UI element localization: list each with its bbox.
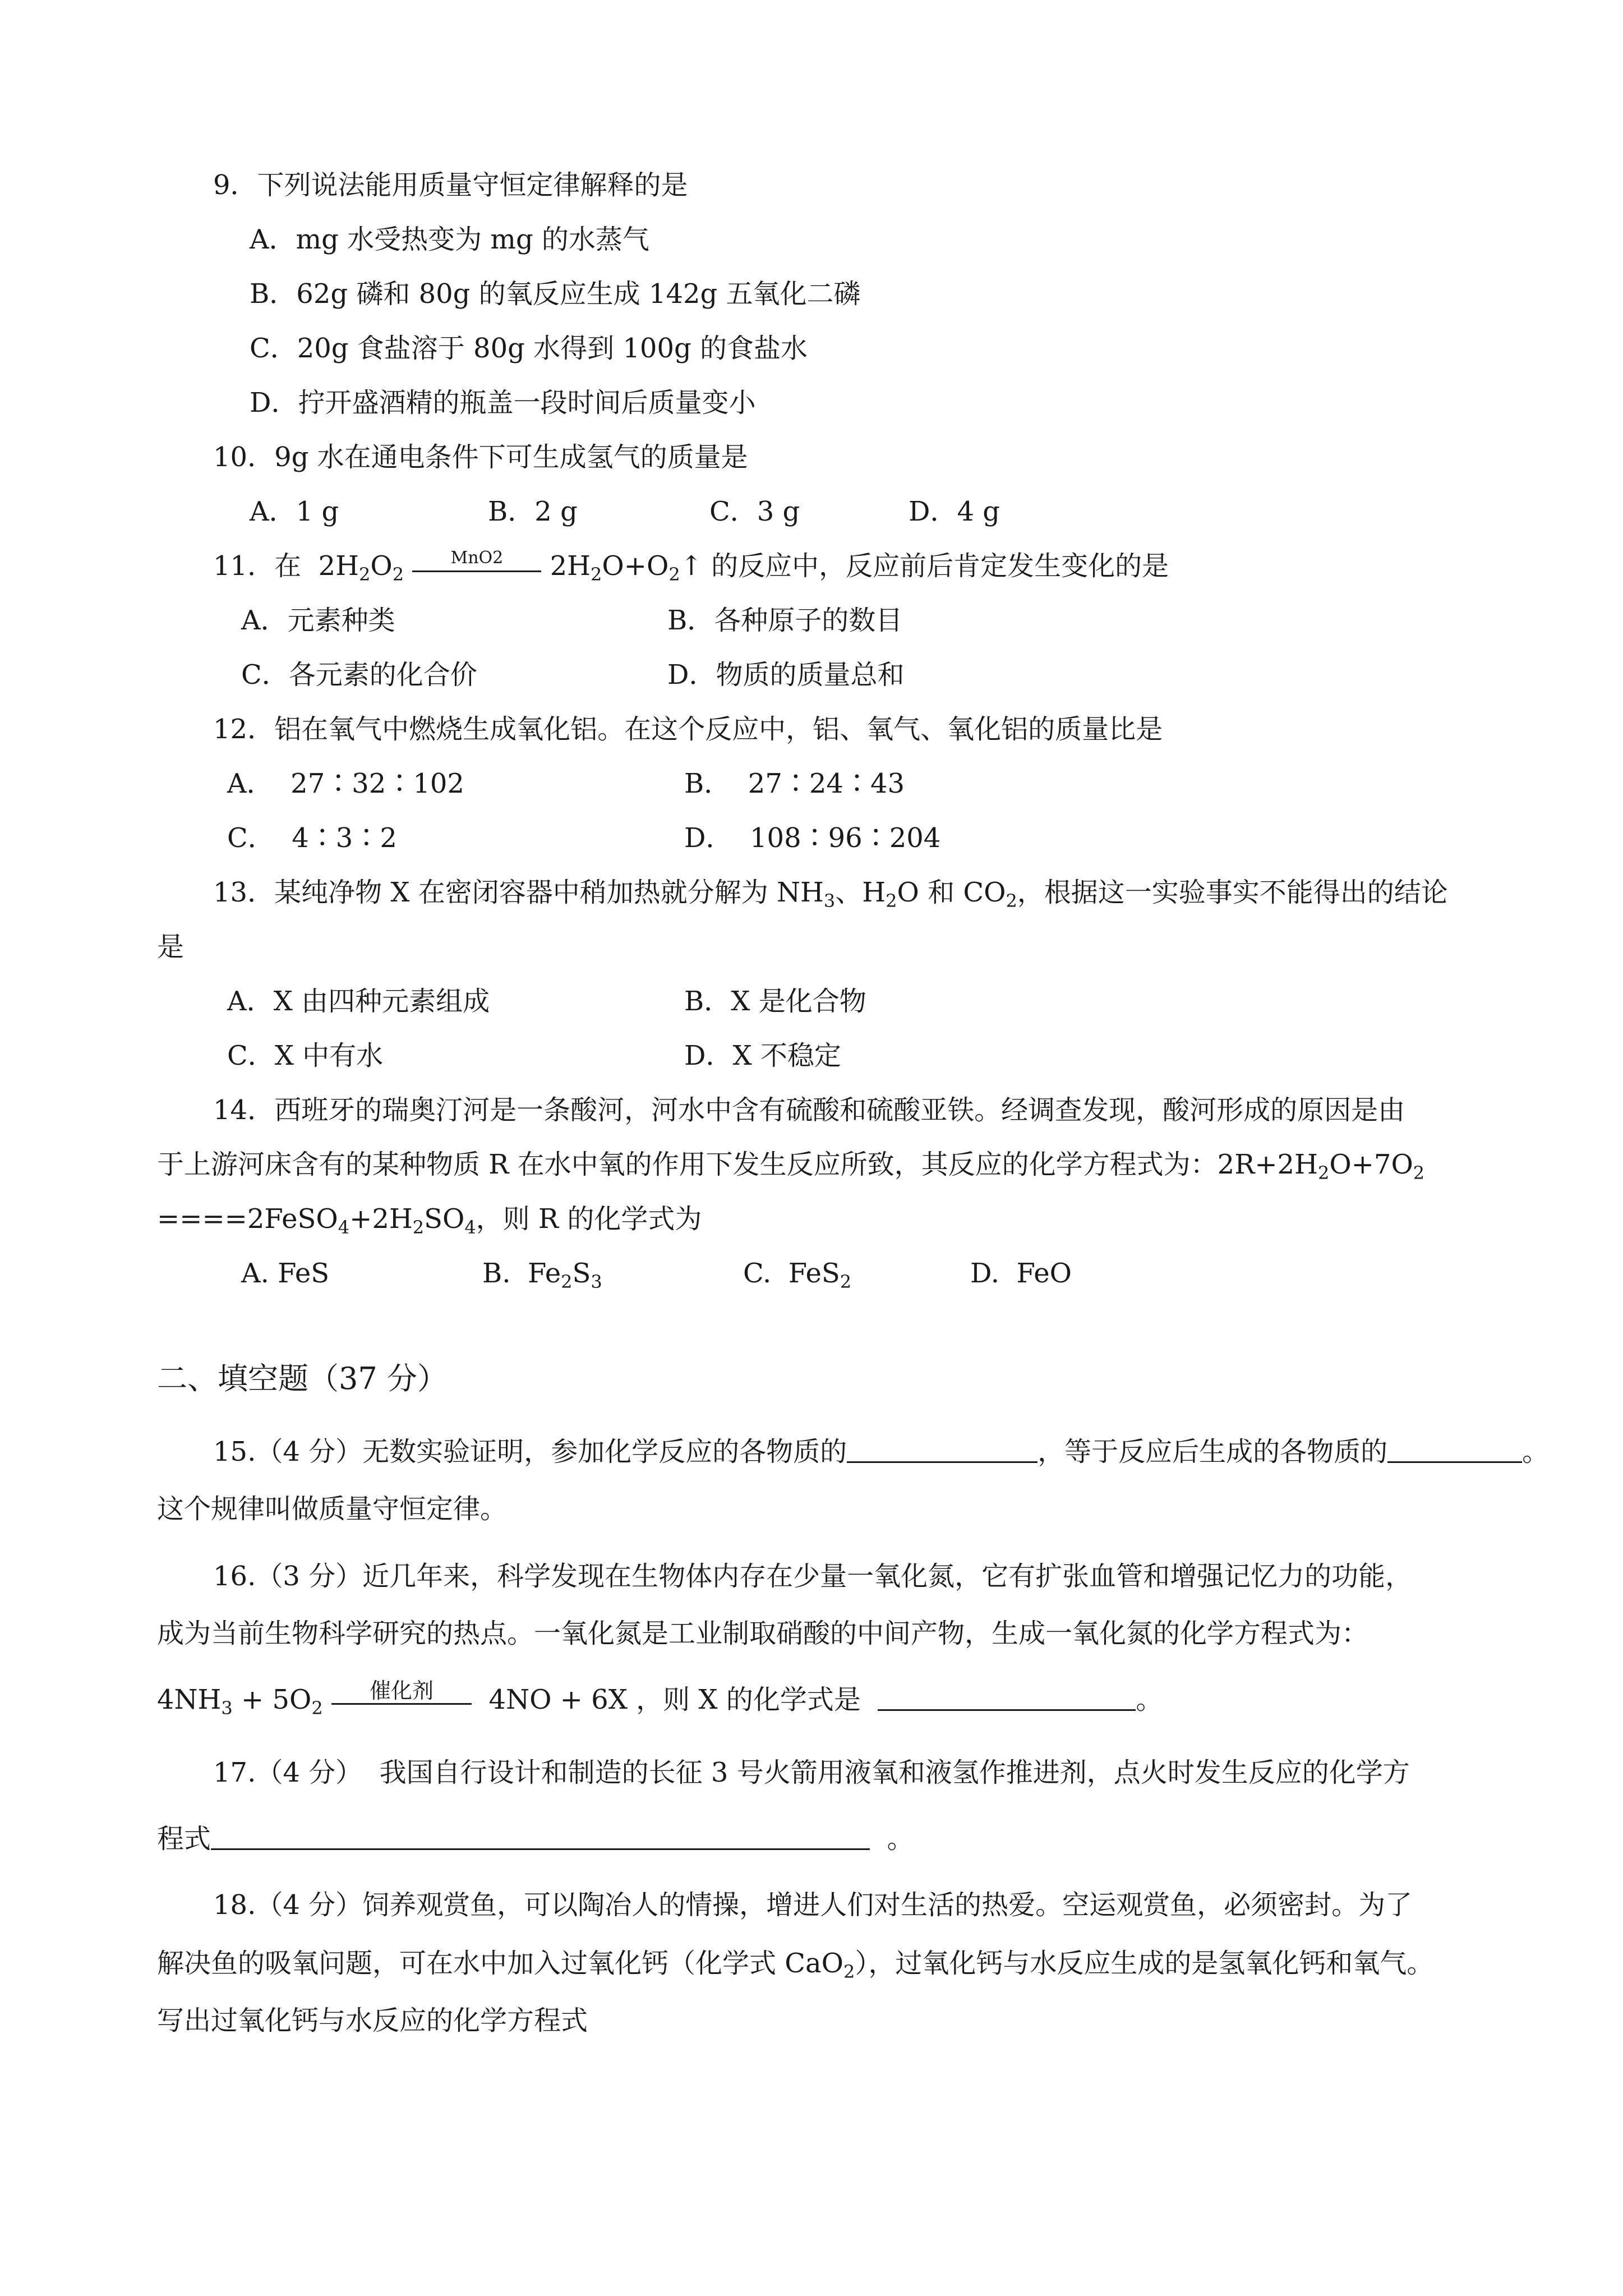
q11-stem: 11．在 $2H_2O_2$ MnO2 $2H_2O+O_2↑$ 的反应中，反应前后肯定发生变化的是 xyxy=(213,548,1169,585)
q13-option-c: C．X 中有水 xyxy=(227,1040,384,1071)
q15-line2: 这个规律叫做质量守恒定律。 xyxy=(157,1493,508,1525)
q9-option-a: A．mg 水受热变为 mg 的水蒸气 xyxy=(250,224,649,255)
q14-option-b: B. $Fe_2S_3$ xyxy=(482,1258,602,1292)
q10-option-c: C．3 g xyxy=(709,496,800,527)
q9-stem: 9．下列说法能用质量守恒定律解释的是 xyxy=(213,169,688,201)
q13-option-b: B．X 是化合物 xyxy=(684,986,866,1017)
q18-line2: 解决鱼的吸氧问题，可在水中加入过氧化钙（化学式 CaO$_2$），过氧化钙与水反应生成的是氢氧化钙和氧气。 xyxy=(157,1948,1434,1982)
q13-stem-line2: 是 xyxy=(157,931,185,963)
q15-line1: 15.（4 分）无数实验证明，参加化学反应的各物质的 ，等于反应后生成的各物质的 。 xyxy=(213,1436,1550,1467)
q14-line3: $====2FeSO_4+2H_2SO_4$，则 R 的化学式为 xyxy=(157,1203,702,1238)
q12-option-b: B． 27∶24∶43 xyxy=(684,768,905,799)
q14-line2: 于上游河床含有的某种物质 R 在水中氧的作用下发生反应所致，其反应的化学方程式为：$2R+2H_2O+7O_2$ xyxy=(157,1149,1425,1184)
q16-reaction-arrow: 催化剂 xyxy=(331,1681,472,1705)
section-title: 二、填空题（37 分） xyxy=(157,1361,448,1396)
q10-option-d: D．4 g xyxy=(909,496,1000,527)
q11-option-a: A．元素种类 xyxy=(241,605,395,636)
q14-option-d: D. FeO xyxy=(970,1258,1072,1289)
q10-stem: 10．9g 水在通电条件下可生成氢气的质量是 xyxy=(213,441,748,473)
q11-option-d: D．物质的质量总和 xyxy=(667,659,905,691)
q13-option-a: A．X 由四种元素组成 xyxy=(227,986,490,1017)
q14-option-a: A. FeS xyxy=(241,1258,330,1289)
q16-equation: $4NH_3 + 5O_2$ 催化剂 4NO + 6X ，则 X 的化学式是 。 xyxy=(157,1678,1163,1719)
q13-option-d: D．X 不稳定 xyxy=(684,1040,841,1071)
q11-option-c: C．各元素的化合价 xyxy=(241,659,477,691)
q11-option-b: B．各种原子的数目 xyxy=(667,605,903,636)
q13-stem: 13．某纯净物 X 在密闭容器中稍加热就分解为 $NH_3$、$H_2O$ 和 $CO_2$，根据这一实验事实不能得出的结论 xyxy=(213,877,1448,912)
q18-line1: 18.（4 分）饲养观赏鱼，可以陶冶人的情操，增进人们对生活的热爱。空运观赏鱼，必须密封。为了 xyxy=(213,1889,1413,1921)
q14-line1: 14．西班牙的瑞奥汀河是一条酸河，河水中含有硫酸和硫酸亚铁。经调查发现，酸河形成的原因是由 xyxy=(213,1094,1405,1126)
q18-line3: 写出过氧化钙与水反应的化学方程式 xyxy=(157,2005,588,2036)
q15-blank-2[interactable] xyxy=(1387,1437,1522,1463)
q15-blank-1[interactable] xyxy=(847,1437,1038,1463)
q17-line1: 17.（4 分） 我国自行设计和制造的长征 3 号火箭用液氧和液氢作推进剂，点火时发生反应的化学方 xyxy=(213,1757,1410,1788)
q14-option-c: C. FeS$_2$ xyxy=(743,1258,852,1292)
q17-line2: 程式 。 xyxy=(157,1823,914,1855)
q16-answer-blank[interactable] xyxy=(878,1685,1136,1711)
q12-option-d: D． 108∶96∶204 xyxy=(684,822,941,854)
q9-option-b: B．62g 磷和 80g 的氧反应生成 142g 五氧化二磷 xyxy=(250,278,861,310)
q9-option-c: C．20g 食盐溶于 80g 水得到 100g 的食盐水 xyxy=(250,333,808,364)
q10-option-a: A．1 g xyxy=(250,496,339,527)
q16-line2: 成为当前生物科学研究的热点。一氧化氮是工业制取硝酸的中间产物，生成一氧化氮的化学方程式为： xyxy=(157,1618,1369,1649)
q10-option-b: B．2 g xyxy=(488,496,578,527)
q12-option-c: C． 4∶3∶2 xyxy=(227,822,397,854)
q11-reaction-arrow: MnO2 xyxy=(412,548,541,572)
q17-answer-blank[interactable] xyxy=(211,1824,870,1850)
q12-stem: 12．铝在氧气中燃烧生成氧化铝。在这个反应中，铝、氧气、氧化铝的质量比是 xyxy=(213,714,1163,745)
q9-option-d: D．拧开盛酒精的瓶盖一段时间后质量变小 xyxy=(250,387,756,418)
q16-line1: 16.（3 分）近几年来，科学发现在生物体内存在少量一氧化氮，它有扩张血管和增强记忆力的功能， xyxy=(213,1561,1413,1592)
q12-option-a: A． 27∶32∶102 xyxy=(227,768,464,799)
